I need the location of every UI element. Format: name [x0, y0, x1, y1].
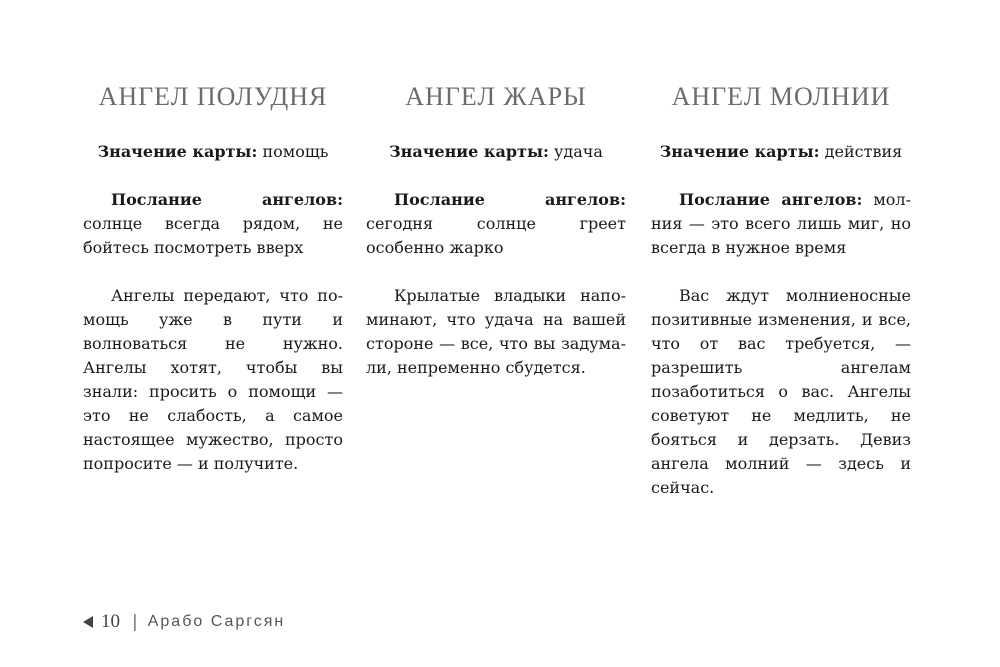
- card-column-angel-heat: [366, 82, 626, 404]
- author-name: Арабо Саргсян: [147, 613, 286, 630]
- left-arrow-icon: [83, 616, 93, 628]
- card-description: Вас ждут молниеносные позитивные изменения, и все, что от вас требуется, — разрешить ангелам позаботиться о вас. Ангелы советуют не медлить, не бояться и дерзать. Девиз ангела молний — здесь и сейчас.: [651, 286, 911, 497]
- card-title: АНГЕЛ МОЛНИИ: [671, 82, 891, 111]
- footer-separator: |: [132, 612, 138, 632]
- message-text: молния — это всего лишь миг, но всегда в нужное время: [651, 190, 911, 257]
- angel-message: [83, 188, 343, 260]
- meaning-value: помощь: [257, 142, 329, 161]
- page-number: 10: [101, 611, 120, 632]
- message-text: солнце всегда рядом, не бойтесь посмотреть вверх: [83, 214, 343, 257]
- meaning-label: Значение карты:: [659, 142, 820, 161]
- meaning-value: удача: [548, 142, 603, 161]
- message-text: сегодня солнце греет особенно жарко: [366, 214, 626, 257]
- card-column-angel-noon: [83, 82, 343, 500]
- card-meaning: [83, 140, 343, 164]
- card-description: Ангелы передают, что помощь уже в пути и волноваться не нужно. Ангелы хотят, чтобы вы знали: просить о помощи — это не слабость, а самое настоящее мужество, просто попросите — и получите.: [83, 286, 343, 473]
- meaning-label: Значение карты:: [97, 142, 258, 161]
- angel-message: [651, 188, 911, 260]
- meaning-value: действия: [819, 142, 903, 161]
- card-meaning: [366, 140, 626, 164]
- card-meaning: [651, 140, 911, 164]
- message-label: Послание ангелов:: [111, 190, 343, 209]
- angel-message: [366, 188, 626, 260]
- meaning-label: Значение карты:: [389, 142, 549, 161]
- card-title: АНГЕЛ ПОЛУДНЯ: [98, 82, 328, 111]
- card-title: АНГЕЛ ЖАРЫ: [405, 82, 587, 111]
- page-footer: [83, 611, 285, 633]
- message-label: Послание ангелов:: [679, 190, 863, 209]
- message-label: Послание ангелов:: [394, 190, 626, 209]
- card-description: Крылатые владыки напоминают, что удача на вашей стороне — все, что вы задумали, непременно сбудется.: [366, 286, 626, 377]
- card-column-angel-lightning: [651, 82, 911, 524]
